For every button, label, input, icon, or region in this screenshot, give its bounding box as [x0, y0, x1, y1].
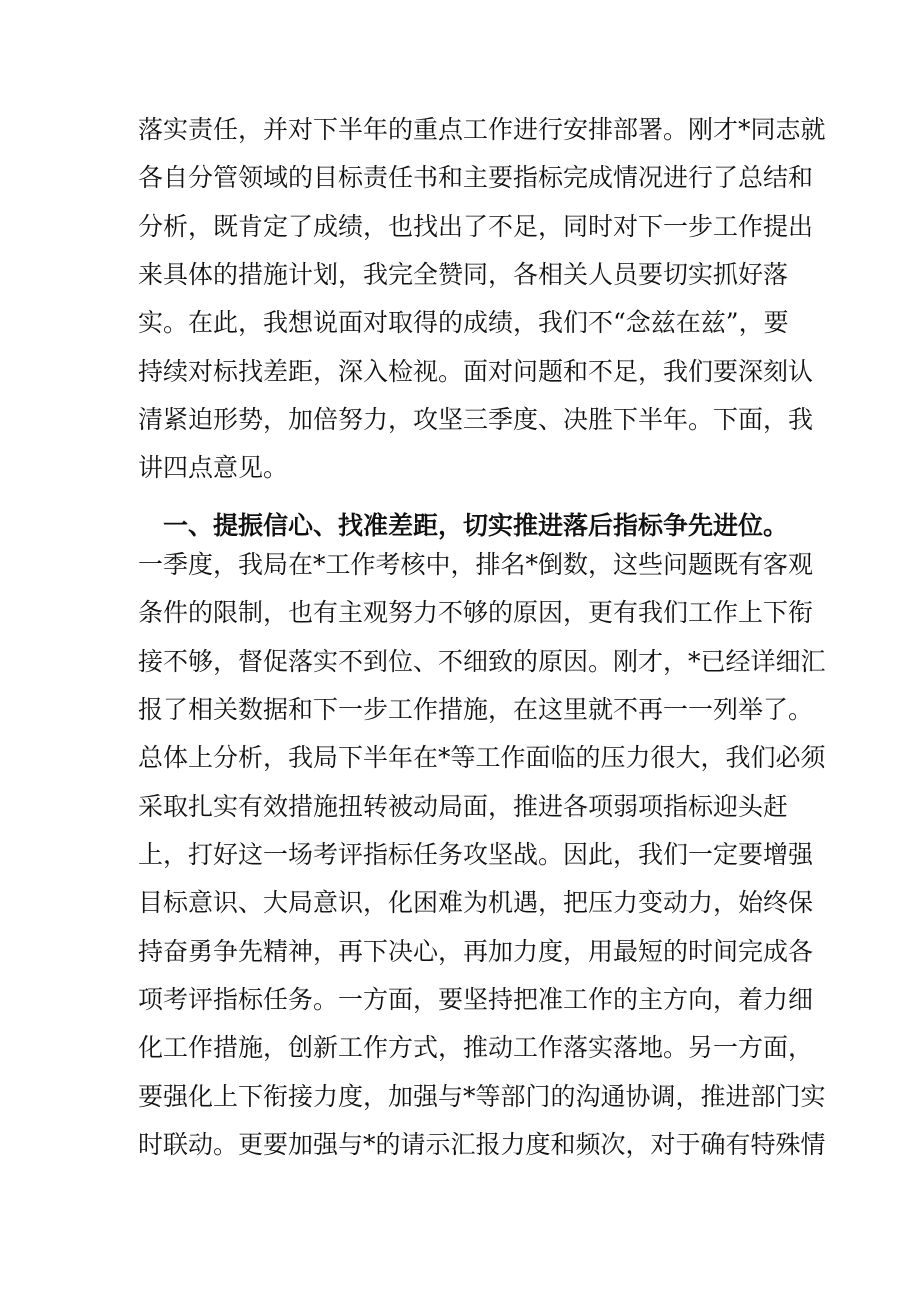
paragraph-line: 持续对标找差距，深入检视。面对问题和不足，我们要深刻认 — [138, 357, 814, 386]
paragraph-line: 条件的限制，也有主观努力不够的原因，更有我们工作上下衔 — [138, 598, 814, 627]
paragraph-line: 上，打好这一场考评指标任务攻坚战。因此，我们一定要增强 — [138, 840, 814, 869]
paragraph-line: 项考评指标任务。一方面，要坚持把准工作的主方向，着力细 — [138, 985, 814, 1014]
paragraph-line: 要强化上下衔接力度，加强与*等部门的沟通协调，推进部门实 — [138, 1082, 826, 1111]
paragraph-line: 实。在此，我想说面对取得的成绩，我们不“念兹在兹”，要 — [138, 308, 789, 337]
paragraph-line: 讲四点意见。 — [138, 453, 289, 482]
paragraph-line: 一季度，我局在*工作考核中，排名*倒数，这些问题既有客观 — [138, 550, 814, 579]
section-heading: 一、提振信心、找准差距，切实推进落后指标争先进位。 — [163, 511, 789, 540]
paragraph-line: 清紧迫形势，加倍努力，攻坚三季度、决胜下半年。下面，我 — [138, 405, 814, 434]
paragraph-line: 总体上分析，我局下半年在*等工作面临的压力很大，我们必须 — [138, 743, 826, 772]
paragraph-line: 报了相关数据和下一步工作措施，在这里就不再一一列举了。 — [138, 695, 814, 724]
paragraph-line: 各自分管领域的目标责任书和主要指标完成情况进行了总结和 — [138, 163, 814, 192]
paragraph-line: 化工作措施，创新工作方式，推动工作落实落地。另一方面， — [138, 1033, 814, 1062]
paragraph-line: 落实责任，并对下半年的重点工作进行安排部署。刚才*同志就 — [138, 115, 826, 144]
paragraph-line: 来具体的措施计划，我完全赞同，各相关人员要切实抓好落 — [138, 260, 789, 289]
paragraph-line: 目标意识、大局意识，化困难为机遇，把压力变动力，始终保 — [138, 888, 814, 917]
paragraph-line: 采取扎实有效措施扭转被动局面，推进各项弱项指标迎头赶 — [138, 792, 789, 821]
paragraph-line: 持奋勇争先精神，再下决心，再加力度，用最短的时间完成各 — [138, 937, 814, 966]
paragraph-line: 时联动。更要加强与*的请示汇报力度和频次，对于确有特殊情 — [138, 1130, 826, 1159]
paragraph-line: 分析，既肯定了成绩，也找出了不足，同时对下一步工作提出 — [138, 212, 814, 241]
paragraph-line: 接不够，督促落实不到位、不细致的原因。刚才，*已经详细汇 — [138, 647, 826, 676]
